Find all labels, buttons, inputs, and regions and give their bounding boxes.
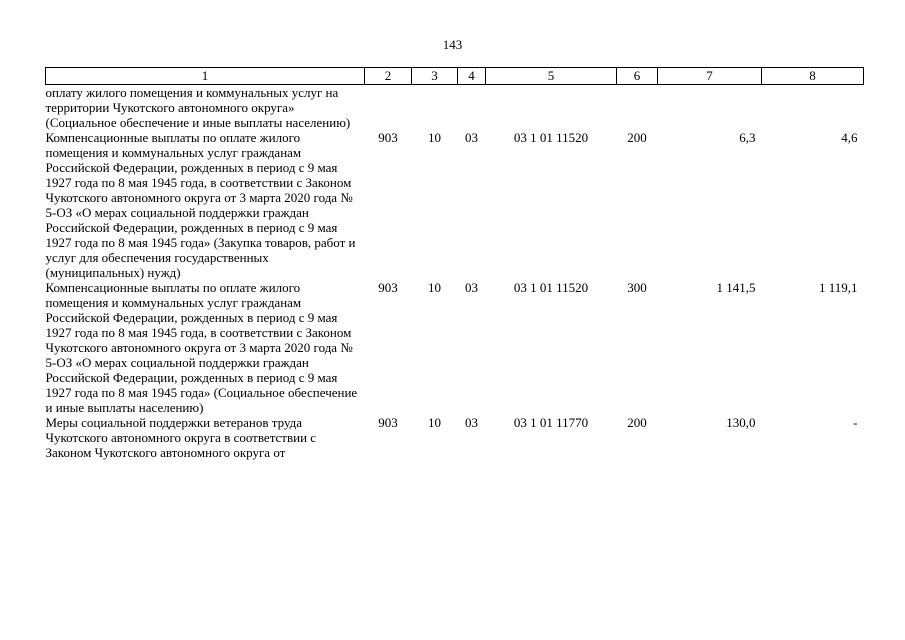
row-pr: 03 (465, 415, 478, 430)
header-col-5: 5 (486, 68, 617, 85)
table-row (46, 130, 864, 280)
row-rz: 10 (428, 130, 441, 145)
row-ved: 903 (378, 130, 398, 145)
header-col-7: 7 (658, 68, 762, 85)
header-col-6: 6 (617, 68, 658, 85)
header-col-3: 3 (412, 68, 458, 85)
row-sum-1 (658, 85, 762, 131)
row-csr (486, 85, 617, 131)
row-csr: 03 1 01 11770 (513, 415, 589, 430)
header-row (46, 68, 864, 85)
row-rz (412, 85, 458, 131)
header-col-1: 1 (46, 68, 365, 85)
row-rz: 10 (428, 415, 441, 430)
row-pr: 03 (465, 130, 478, 145)
row-name: Компенсационные выплаты по оплате жилого помещения и коммунальных услуг гражданам Российской Федерации, рожденных в период с 9 мая 1927 года по 8 мая 1945 года, в соответствии с Законом Чукотского автономного округа от 3 марта 2020 года № 5-ОЗ «О мерах социальной поддержки граждан Российской Федерации, рожденных в период с 9 мая 1927 года по 8 мая 1945 года» (Социальное обеспечение и иные выплаты населению) (45, 280, 358, 415)
row-name: оплату жилого помещения и коммунальных услуг на территории Чукотского автономного округа» (Социальное обеспечение и иные выплаты населению) (45, 85, 351, 130)
header-col-4: 4 (458, 68, 486, 85)
table-row (46, 85, 864, 131)
header-col-2: 2 (365, 68, 412, 85)
row-sum-1: 6,3 (739, 130, 756, 145)
row-vr (617, 85, 658, 131)
row-sum-2: 4,6 (841, 130, 858, 145)
row-vr: 200 (627, 130, 647, 145)
row-csr: 03 1 01 11520 (513, 280, 589, 295)
row-pr: 03 (465, 280, 478, 295)
row-name: Меры социальной поддержки ветеранов труда Чукотского автономного округа в соответствии с Законом Чукотского автономного округа от (45, 415, 317, 460)
row-csr: 03 1 01 11520 (513, 130, 589, 145)
row-pr (458, 85, 486, 131)
header-col-8: 8 (762, 68, 864, 85)
row-ved (365, 85, 412, 131)
table-row (46, 415, 864, 460)
page-number: 143 (442, 37, 463, 52)
row-name: Компенсационные выплаты по оплате жилого помещения и коммунальных услуг гражданам Российской Федерации, рожденных в период с 9 мая 1927 года по 8 мая 1945 года, в соответствии с Законом Чукотского автономного округа от 3 марта 2020 года № 5-ОЗ «О мерах социальной поддержки граждан Российской Федерации, рожденных в период с 9 мая 1927 года по 8 мая 1945 года» (Закупка товаров, работ и услуг для обеспечения государственных (муниципальных) нужд) (45, 130, 356, 280)
row-vr: 200 (627, 415, 647, 430)
row-sum-2 (762, 85, 864, 131)
row-sum-1: 1 141,5 (716, 280, 756, 295)
row-rz: 10 (428, 280, 441, 295)
row-ved: 903 (378, 415, 398, 430)
row-sum-2: - (853, 415, 858, 430)
table-row (46, 280, 864, 415)
budget-table (45, 67, 864, 460)
row-ved: 903 (378, 280, 398, 295)
row-sum-1: 130,0 (726, 415, 756, 430)
row-sum-2: 1 119,1 (818, 280, 858, 295)
row-vr: 300 (627, 280, 647, 295)
